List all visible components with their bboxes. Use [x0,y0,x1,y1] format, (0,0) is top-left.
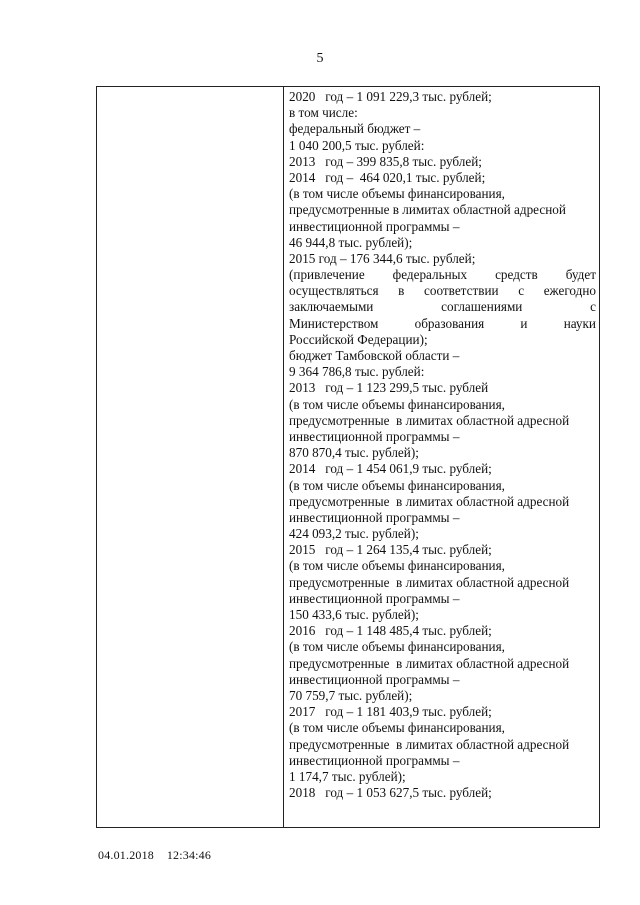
footer-time: 12:34:46 [166,848,212,862]
text-line: (в том числе объемы финансирования, [289,558,505,574]
text-line: 1 174,7 тыс. рублей); [289,768,406,784]
text-line: инвестиционной программы – [289,428,460,444]
text-line: предусмотренные в лимитах областной адресной [289,736,570,752]
text-line: Министерством образования и науки [289,315,596,331]
page-number: 5 [316,51,324,66]
text-line: (привлечение федеральных средств будет [289,267,596,283]
text-line: инвестиционной программы – [289,509,460,525]
text-line: (в том числе объемы финансирования, [289,396,505,412]
text-line: 1 040 200,5 тыс. рублей: [289,137,425,153]
text-line: инвестиционной программы – [289,671,460,687]
text-line: федеральный бюджет – [289,121,421,137]
text-line: (в том числе объемы финансирования, [289,639,505,655]
text-line: 9 364 786,8 тыс. рублей: [289,364,425,380]
document-table [96,86,600,828]
text-line: предусмотренные в лимитах областной адресной [289,412,570,428]
text-line: инвестиционной программы – [289,218,460,234]
text-line: 870 870,4 тыс. рублей); [289,445,419,461]
text-line: инвестиционной программы – [289,752,460,768]
text-line: 2015 год – 1 264 135,4 тыс. рублей; [289,542,492,558]
text-line: 46 944,8 тыс. рублей); [289,234,413,250]
text-line: 2013 год – 399 835,8 тыс. рублей; [289,153,482,169]
table-left-cell [97,87,284,827]
text-line: Российской Федерации); [289,331,428,347]
text-line: в том числе: [289,105,358,121]
footer-date: 04.01.2018 [98,848,154,862]
text-line: 2016 год – 1 148 485,4 тыс. рублей; [289,623,492,639]
text-line: (в том числе объемы финансирования, [289,186,505,202]
text-line: предусмотренные в лимитах областной адресной [289,574,570,590]
text-line: осуществляться в соответствии с ежегодно [289,283,596,299]
text-line: 150 433,6 тыс. рублей); [289,607,419,622]
text-line: 70 759,7 тыс. рублей); [289,687,413,703]
footer-timestamp [98,848,211,863]
text-line: (в том числе объемы финансирования, [289,477,505,493]
text-line: 2014 год – 464 020,1 тыс. рублей; [289,169,486,185]
text-line: 2017 год – 1 181 403,9 тыс. рублей; [289,704,492,720]
text-line: инвестиционной программы – [289,590,460,606]
text-line: предусмотренные в лимитах областной адресной [289,655,570,671]
text-line: (в том числе объемы финансирования, [289,720,505,736]
text-line: 424 093,2 тыс. рублей); [289,526,419,542]
text-line: бюджет Тамбовской области – [289,348,460,363]
table-right-cell [289,89,596,801]
text-line: заключаемыми соглашениями с [289,299,596,315]
text-line: предусмотренные в лимитах областной адресной [289,202,566,218]
text-line: предусмотренные в лимитах областной адресной [289,493,570,509]
text-line: 2015 год – 176 344,6 тыс. рублей; [289,250,476,266]
text-line: 2014 год – 1 454 061,9 тыс. рублей; [289,461,492,477]
text-line: 2018 год – 1 053 627,5 тыс. рублей; [289,785,492,801]
text-line: 2020 год – 1 091 229,3 тыс. рублей; [289,89,492,104]
text-line: 2013 год – 1 123 299,5 тыс. рублей [289,380,489,396]
